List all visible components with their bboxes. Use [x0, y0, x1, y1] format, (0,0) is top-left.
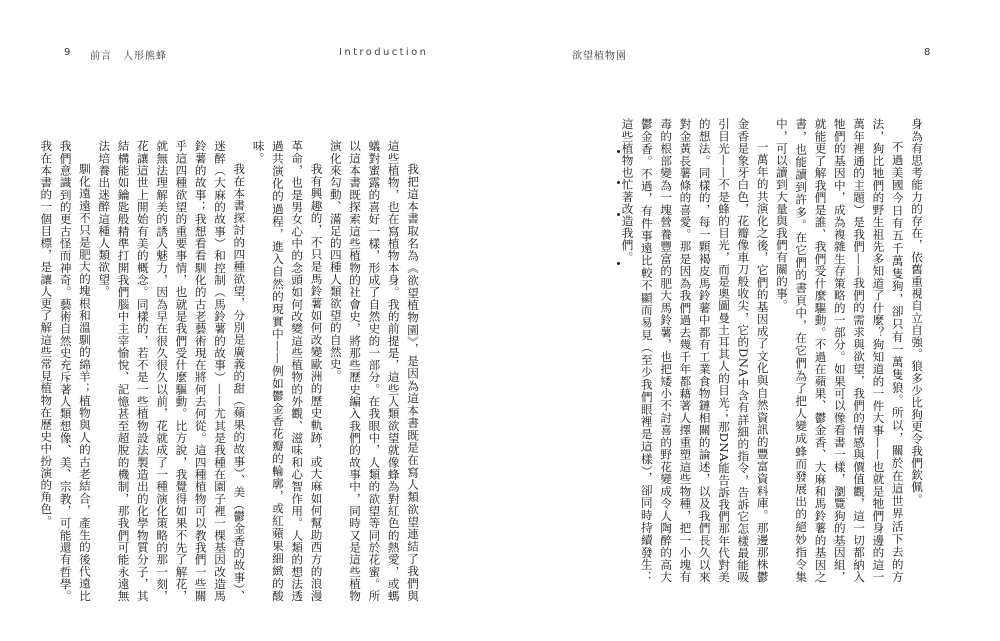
paragraph: 馴化遠遠不只是肥大的塊根和溫馴的綿羊；植物與人的古老結合，產生的後代遠比我們意識到的更古怪而神奇。藝術自然史充斥著人類想像、美、宗教，可能還有哲學。我在本書的一個目標，是讓人更了解這些常見植物在歷史中扮演的角色。 — [39, 140, 92, 602]
paragraph: 身為有思考能力的存在，依舊重視自立自強。狼多少比狗更令我們欽佩。 — [910, 118, 924, 506]
left-body-text — [39, 140, 422, 602]
left-page-number: 9 — [64, 47, 72, 58]
paragraph: 一萬年的共演化之後，它們的基因成了文化與自然資訊的豐富資料庫。那邊那株鬱金香是象牙白色，花瓣像車刀般收尖，它的DNA中含有詳細的指令，告訴它怎樣最能吸引目光——不是蜂的目光，而是奧圖曼土耳其人的目光；那DNA能告訴我們那年代對美的想法。同樣的，每一顆褐皮馬鈴薯中都有工業食物鏈相關的論述，以及我們長久以來對金黃長薯條的喜愛。那是因為我們過去幾千年都藉著人擇重塑這些物種，把一小塊有毒的根部變為一塊營養豐富的肥大馬鈴薯，也把矮小不討喜的野花變成令人陶醉的高大鬱金香。不過，有件事遠比較不顯而易見（至少我們眼裡是這樣），卻同時持續發生：這些植物也忙著改造我們。 — [620, 118, 770, 583]
right-page-number: 8 — [924, 47, 932, 58]
chapter-title: 前言 人形熊蜂 — [90, 51, 167, 62]
section-label: Introduction — [339, 47, 429, 58]
right-body-text — [620, 118, 926, 583]
paragraph: 不過美國今日有五千萬隻狗，卻只有一萬隻狼。所以，關於在這世界活下去的方法，狗比牠們的野生祖先多知道了什麼？狗知道的一件大事——也就是牠們身邊的這一萬年裡通的主題）是我們——我們的需求與欲望，我們的情感與價值觀，這一切都納入牠們的基因中，成為複雜生存策略的一部分。如果可以像看書一樣，瀏覽狗的基因組，就能更了解我們是誰、我們受什麼驅動。不過在蘋果、鬱金香、大麻和馬鈴薯的基因之書，也能讀到許多。在它們的書頁中，在它們為了把人變成蜂而發展出的絕妙指令集中，可以讀到大量與我們有關的事。 — [774, 118, 905, 583]
paragraph: 我在本書探討的四種欲望，分別是廣義的甜（蘋果的故事）、美（鬱金香的故事）、迷醉（大麻的故事）和控制（馬鈴薯的故事）——尤其是我種在園子裡一棵基因改造馬鈴薯的故事；我想看看馴化的古老藝術現在將何去何從。這四種植物可以教我們一些關乎這四種欲望的重要事情，也就是我們受什麼驅動。比方說，我覺得如果不先了解花，就無法理解美的誘人魅力，因為早在很久很久以前，花就成了一種演化策略的那一刻，花讓這世上開始有美的概念。同樣的，若不是一些植物設法製造出的化學物質分子，其結構能如鑰匙般精準打開我們腦中主宰愉悅、記憶甚至超脫的機制，那我們可能永遠無法培養出迷醉這種人類欲望。 — [97, 140, 247, 602]
book-title: 欲望植物園 — [572, 51, 627, 62]
right-page — [500, 0, 1000, 641]
paragraph: 我有興趣的，不只是馬鈴薯如何改變歐洲的歷史軌跡，或大麻如何幫助西方的浪漫革命，也是男女心中的念頭如何改變這些植物的外觀、滋味和心智作用。人類的想法透過共演化的過程，進入自然的現實中——例如鬱金香花瓣的輪廓，或紅蘋果細緻的酸味。 — [251, 140, 324, 602]
paragraph: 我把這本書取名為《欲望植物園》，是因為這本書既是在寫人類欲望連結了我們與這些植物，也在寫植物本身。我的前提是，這些人類欲望就像蜂為對紅色的熱愛，或螞蟻對蜜露的喜好一樣，形成了自然史的一部分。在我眼中，人類的欲望等同於花蜜。所以這本書既探索這些植物的社會史，將那些歷史編入我們的故事中，同時又是這些植物演化來勾動、滿足的四種人類欲望的自然史。 — [328, 140, 420, 602]
